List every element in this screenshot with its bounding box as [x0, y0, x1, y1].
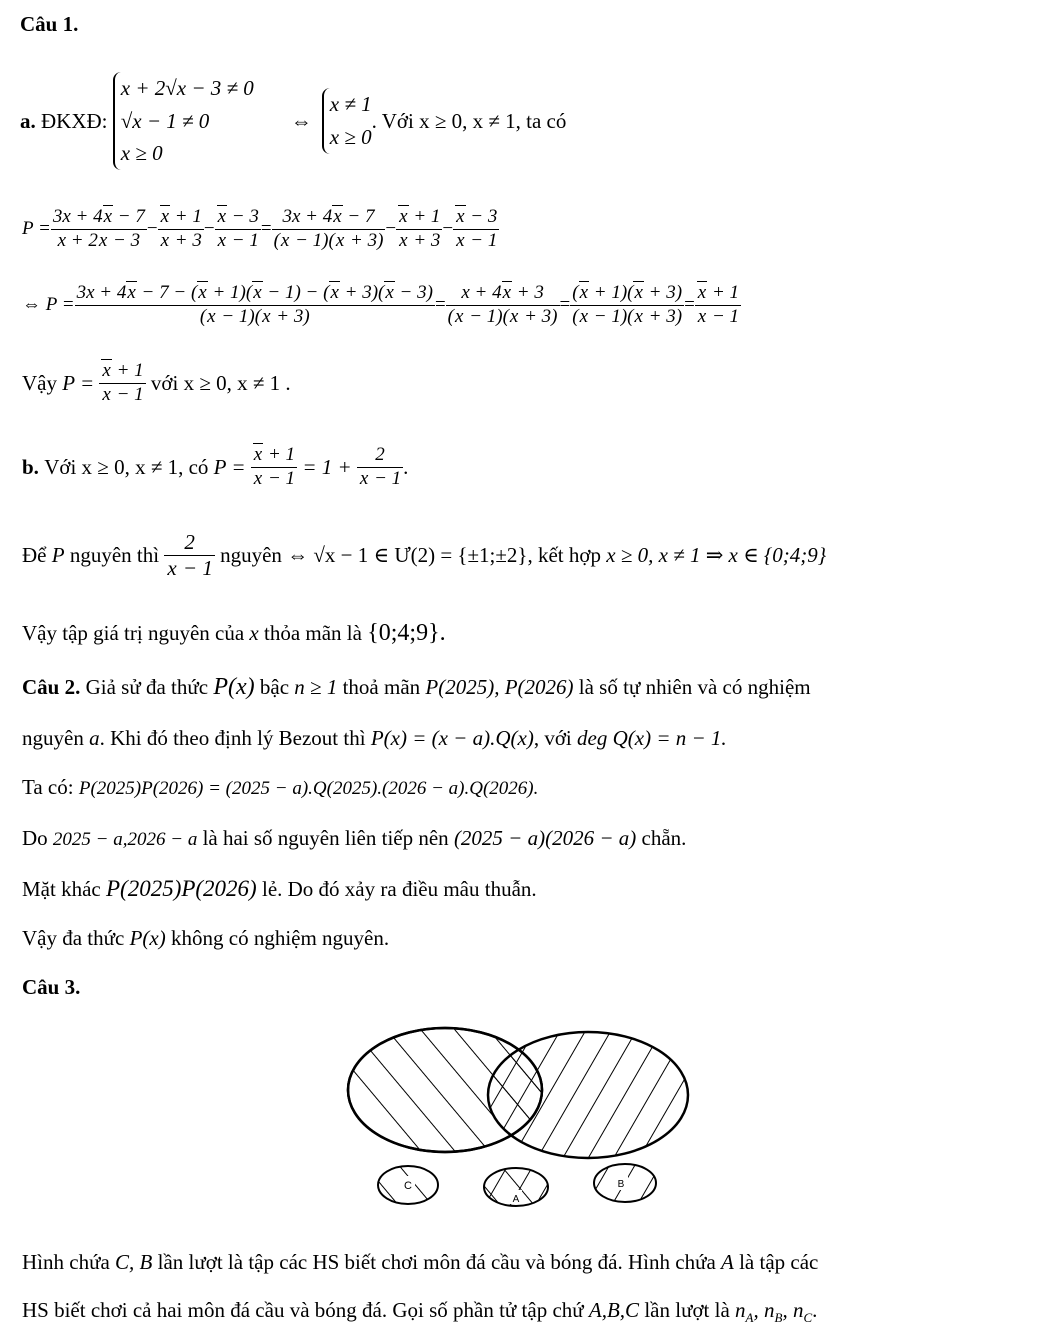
- cau3-paragraph-2: HS biết chơi cả hai môn đá cầu và bóng đá. Gọi số phần tử tập chứ A,B,C lần lượt là $n_A$, $n_B$, $n_C$.: [22, 1298, 818, 1326]
- divisor-condition: nguyên ⇔ √x − 1 ∈ Ư(2) = {±1;±2}: [220, 543, 528, 568]
- cau2-line-2: nguyên a. Khi đó theo định lý Bezout thì P(x) = (x − a).Q(x), với deg Q(x) = n − 1.: [22, 726, 727, 750]
- cau2-text-6: . Khi đó theo định lý Bezout thì: [99, 726, 366, 750]
- cau2-chan: chẵn.: [641, 826, 687, 850]
- conclusion-b-set: {0;4;9}.: [367, 620, 446, 646]
- cau3-end: .: [812, 1298, 818, 1322]
- cau2-conclusion-2: không có nghiệm nguyên.: [171, 926, 390, 950]
- cau3-set-a: A: [721, 1250, 734, 1274]
- part-b-end: .: [403, 454, 409, 479]
- dkxd-label: ĐKXĐ:: [41, 108, 108, 133]
- p-expression-line-2: ⇔ P = $\frac{3x + 4x - 7 - (x + 1)(x - 1) - (x + 3)(x - 3)}{(x - 1)(x + 3)}$ = $\frac{x + 4x + 3}{(x - 1)(x + 3)}$ = $\frac{(x + 1)(x + 3)}{(x - 1)(x + 3)}$ = $\frac{x + 1}{x - 1}$: [22, 282, 740, 327]
- condition-2: √x − 1 ≠ 0: [120, 108, 210, 133]
- cau3-text-5: lần lượt là: [644, 1298, 730, 1322]
- cau3-title: Câu 3.: [22, 975, 81, 999]
- combine-label: , kết hợp: [527, 543, 601, 568]
- cau2-conclusion-1: Vậy đa thức: [22, 926, 125, 950]
- legend-a-label: A: [512, 1194, 520, 1205]
- cau3-sets-abc: A,B,C: [588, 1298, 640, 1322]
- cau2-line-3: [22, 775, 538, 800]
- cau2-do: Do: [22, 826, 48, 850]
- cau2-px: P(x): [129, 926, 166, 950]
- condition-x-ge-0: x ≥ 0: [329, 125, 372, 149]
- cau2-contradiction: lẻ. Do đó xảy ra điều mâu thuẫn.: [261, 877, 537, 901]
- cau1a-dkxd-line: [20, 56, 566, 186]
- cau2-text-7: , với: [533, 726, 572, 750]
- part-b-text: Với x ≥ 0, x ≠ 1, có: [44, 454, 209, 479]
- cau3-text-2: lần lượt là tập các HS biết chơi môn đá cầu và bóng đá. Hình chứa: [157, 1250, 716, 1274]
- cau2-mat-khac: Mặt khác: [22, 877, 101, 901]
- cau1-title: Câu 1.: [20, 12, 79, 36]
- cau2-product-odd: P(2025)P(2026): [105, 876, 257, 901]
- p-expression-line-1: P = $\frac{3x + 4x - 7}{x + 2x - 3}$ − $\frac{x + 1}{x + 3}$ − $\frac{x - 3}{x - 1}$ = $\frac{3x + 4x - 7}{(x - 1)(x + 3)}$ − $\frac{x + 1}{x + 3}$ − $\frac{x - 3}{x - 1}$: [22, 206, 498, 251]
- conclusion-b: Vậy tập giá trị nguyên của x thỏa mãn là {0;4;9}.: [22, 620, 446, 646]
- cau3-text-1: Hình chứa: [22, 1250, 110, 1274]
- legend-b-label: B: [617, 1179, 625, 1190]
- condition-system-2: [322, 88, 372, 153]
- legend-c-label: C: [404, 1180, 412, 1192]
- cau2-line-1: Câu 2. Giả sử đa thức P(x) bậc n ≥ 1 thoả mãn P(2025), P(2026) là số tự nhiên và có nghiệm: [22, 674, 811, 700]
- condition-3: x ≥ 0: [120, 141, 163, 166]
- part-b-line: b. Với x ≥ 0, x ≠ 1, có P = $\frac{x + 1}{x - 1}$ = 1 + $\frac{2}{x - 1}$ .: [22, 444, 409, 489]
- venn-diagram: [340, 1015, 700, 1225]
- condition-1: x + 2√x − 3 ≠ 0: [120, 76, 254, 101]
- cau2-product-even: (2025 − a)(2026 − a): [453, 826, 637, 850]
- cau3-n-symbol: n: [735, 1298, 746, 1322]
- de-label: Để: [22, 543, 47, 568]
- part-a-label: a.: [20, 108, 36, 133]
- p-lhs-2: ⇔ P =: [22, 294, 75, 316]
- conclusion-b-text: Vậy tập giá trị nguyên của: [22, 621, 245, 645]
- cau3-text-4: HS biết chơi cả hai môn đá cầu và bóng đá. Gọi số phần tử tập chứ: [22, 1298, 584, 1322]
- integer-condition-line: Để P nguyên thì $\frac{2}{x - 1}$ nguyên ⇔ √x − 1 ∈ Ư(2) = {±1;±2} , kết hợp x ≥ 0, x ≠ 1 ⇒ x ∈ {0;4;9}: [22, 530, 827, 581]
- cau2-consecutive: 2025 − a,2026 − a: [52, 829, 198, 850]
- conclusion-b-text-2: thỏa mãn là: [264, 621, 362, 645]
- cau2-text-2: bậc: [259, 675, 290, 699]
- result-set: x ≥ 0, x ≠ 1 ⇒ x ∈ {0;4;9}: [606, 543, 827, 568]
- cau2-line-4: [22, 826, 686, 851]
- p-lhs: P =: [22, 218, 51, 240]
- cau2-line-5: [22, 876, 537, 902]
- cau2-text-3: thoả mãn: [342, 675, 421, 699]
- with-condition-text: . Với x ≥ 0, x ≠ 1, ta có: [371, 108, 567, 133]
- vay-label: Vậy: [22, 370, 57, 395]
- cau2-taco: Ta có:: [22, 775, 74, 799]
- cau2-product-expression: P(2025)P(2026) = (2025 − a).Q(2025).(2026 − a).Q(2026).: [78, 778, 539, 799]
- cau2-text-5: nguyên: [22, 726, 84, 750]
- condition-system-1: [113, 72, 271, 170]
- cau2-text-8: là hai số nguyên liên tiếp nên: [202, 826, 449, 850]
- cau2-text-4: là số tự nhiên và có nghiệm: [578, 675, 811, 699]
- conclusion-a: Vậy P = $\frac{x + 1}{x - 1}$ với x ≥ 0, x ≠ 1 .: [22, 360, 291, 405]
- cau2-line-6: [22, 926, 389, 951]
- cau3-text-3: là tập các: [739, 1250, 819, 1274]
- nguyen-thi-label: nguyên thì: [69, 543, 160, 568]
- condition-x-ne-1: x ≠ 1: [329, 92, 372, 117]
- part-b-label: b.: [22, 454, 39, 479]
- cau2-text-1: Giả sử đa thức: [85, 675, 209, 699]
- cau3-paragraph-1: [22, 1250, 818, 1275]
- cau3-sets-cb: C, B: [115, 1250, 153, 1274]
- cau2-title: Câu 2.: [22, 675, 81, 699]
- equivalence-arrow: ⇔: [290, 108, 312, 133]
- vay-condition: với x ≥ 0, x ≠ 1 .: [150, 370, 291, 395]
